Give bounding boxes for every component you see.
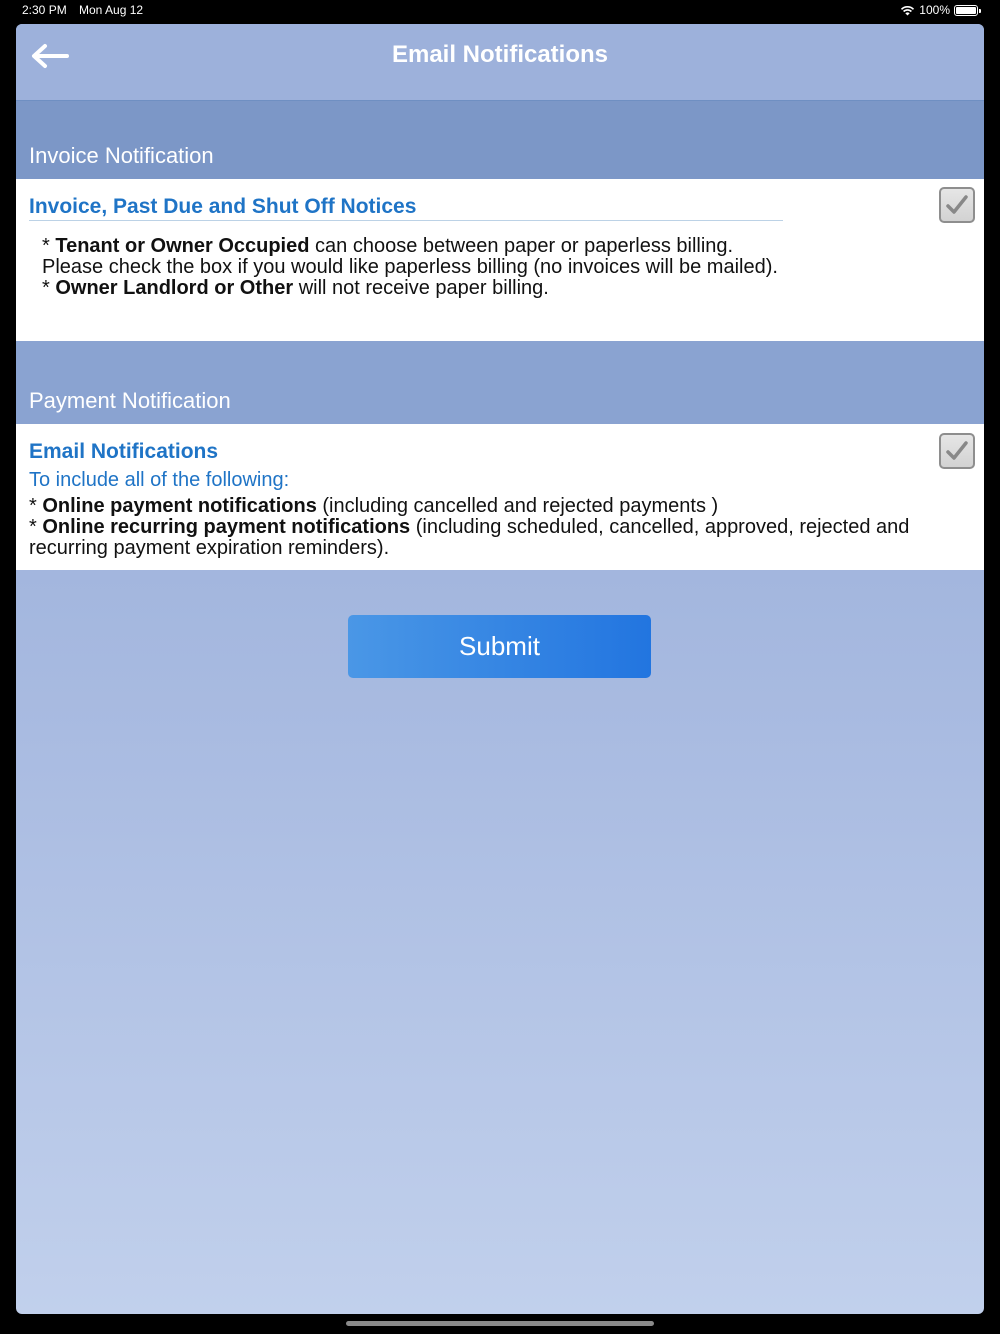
section-header-payment <box>16 341 984 424</box>
description-line: * Online recurring payment notifications (including scheduled, cancelled, approved, rejected and recurring payment expiration reminders). <box>29 516 910 559</box>
invoice-description <box>42 236 782 299</box>
battery-icon <box>954 5 978 16</box>
nav-bar <box>16 24 984 101</box>
paperless-billing-checkbox[interactable] <box>939 187 975 223</box>
email-notifications-checkbox[interactable] <box>939 433 975 469</box>
section-header-label: Payment Notification <box>29 388 231 413</box>
checkmark-icon <box>944 438 970 464</box>
invoice-notification-panel <box>16 179 984 341</box>
description-line: * Owner Landlord or Other will not receive paper billing. <box>42 277 549 299</box>
status-indicators <box>900 3 978 17</box>
battery-percent: 100% <box>919 3 950 17</box>
app-window <box>16 24 984 1314</box>
description-line: * Online payment notifications (including cancelled and rejected payments ) <box>29 495 719 517</box>
battery-level <box>956 7 976 14</box>
invoice-notices-title: Invoice, Past Due and Shut Off Notices <box>29 195 417 218</box>
submit-button[interactable]: Submit <box>348 615 651 678</box>
section-header-invoice <box>16 101 984 179</box>
title-divider <box>29 220 783 221</box>
email-notifications-subtitle: To include all of the following: <box>29 469 290 491</box>
section-header-label: Invoice Notification <box>29 143 214 168</box>
payment-description <box>29 496 959 559</box>
payment-notification-panel <box>16 424 984 570</box>
checkmark-icon <box>944 192 970 218</box>
status-bar <box>0 0 1000 22</box>
page-title: Email Notifications <box>391 41 609 68</box>
description-line: * Tenant or Owner Occupied can choose between paper or paperless billing. Please check the box if you would like paperless billing (no invoices will be mailed). <box>42 235 778 278</box>
status-time: 2:30 PM <box>22 3 67 17</box>
status-date: Mon Aug 12 <box>79 3 144 17</box>
email-notifications-title: Email Notifications <box>29 440 219 463</box>
home-indicator[interactable] <box>346 1321 654 1326</box>
battery-tip <box>979 9 981 13</box>
wifi-icon <box>900 5 915 16</box>
